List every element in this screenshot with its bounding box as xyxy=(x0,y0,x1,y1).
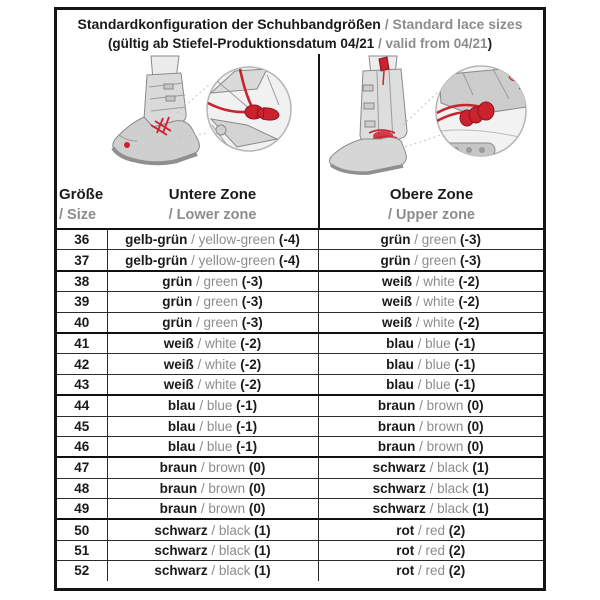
upper-lace-magnifier-circle xyxy=(436,66,527,157)
boot-icon xyxy=(330,56,407,173)
size-cell: 49 xyxy=(57,499,107,520)
size-cell: 45 xyxy=(57,416,107,436)
size-header-en: / Size xyxy=(59,207,97,223)
page-frame xyxy=(54,7,546,591)
table-row xyxy=(57,312,543,333)
upper-zone-cell: weiß / white (-2) xyxy=(318,312,543,333)
lower-zone-cell: schwarz / black (1) xyxy=(107,561,318,581)
magnifier-leader-lines xyxy=(403,91,441,147)
size-cell: 50 xyxy=(57,519,107,540)
lower-zone-cell: blau / blue (-1) xyxy=(107,395,318,416)
upper-zone-cell: grün / green (-3) xyxy=(318,229,543,250)
upper-zone-cell: braun / brown (0) xyxy=(318,416,543,436)
subtitle-en: valid from 04/21 xyxy=(385,36,488,51)
size-cell: 43 xyxy=(57,374,107,395)
upper-zone-cell: rot / red (2) xyxy=(318,519,543,540)
lower-zone-cell: gelb-grün / yellow-green (-4) xyxy=(107,229,318,250)
column-header-size xyxy=(59,185,107,225)
boot-lower-zone-illustration xyxy=(107,55,303,181)
size-cell: 40 xyxy=(57,312,107,333)
upper-zone-cell: weiß / white (-2) xyxy=(318,292,543,312)
lower-zone-cell: grün / green (-3) xyxy=(107,312,318,333)
upper-zone-cell: blau / blue (-1) xyxy=(318,374,543,395)
table-row xyxy=(57,457,543,478)
size-cell: 48 xyxy=(57,478,107,498)
table-row xyxy=(57,478,543,498)
lace-size-table xyxy=(57,228,543,581)
size-cell: 39 xyxy=(57,292,107,312)
table-row xyxy=(57,229,543,250)
lower-zone-cell: gelb-grün / yellow-green (-4) xyxy=(107,250,318,271)
lower-zone-cell: grün / green (-3) xyxy=(107,271,318,292)
lower-zone-cell: blau / blue (-1) xyxy=(107,416,318,436)
title-en: Standard lace sizes xyxy=(392,16,523,32)
size-cell: 41 xyxy=(57,333,107,354)
size-header-de: Größe xyxy=(59,186,104,203)
title-line-2 xyxy=(57,34,543,53)
title-de: Standardkonfiguration der Schuhbandgrößen xyxy=(77,16,381,32)
size-cell: 42 xyxy=(57,354,107,374)
table-row xyxy=(57,354,543,374)
table-row xyxy=(57,499,543,520)
table-row xyxy=(57,540,543,560)
subtitle-de: (gültig ab Stiefel-Produktionsdatum 04/21 xyxy=(107,36,375,51)
boot-icon xyxy=(113,56,200,163)
page-title xyxy=(57,10,543,54)
subtitle-close-paren: ) xyxy=(487,36,493,51)
upper-zone-cell: weiß / white (-2) xyxy=(318,271,543,292)
table-row xyxy=(57,374,543,395)
upper-zone-header-de: Obere Zone xyxy=(389,186,474,203)
table-row xyxy=(57,292,543,312)
upper-zone-cell: braun / brown (0) xyxy=(318,395,543,416)
upper-zone-cell: grün / green (-3) xyxy=(318,250,543,271)
table-row xyxy=(57,519,543,540)
lower-lace-magnifier-circle xyxy=(207,67,291,151)
figure-and-header-zone xyxy=(57,54,543,228)
lace-table-body xyxy=(57,229,543,581)
size-cell: 46 xyxy=(57,436,107,457)
size-cell: 51 xyxy=(57,540,107,560)
table-row xyxy=(57,271,543,292)
table-row xyxy=(57,416,543,436)
size-cell: 44 xyxy=(57,395,107,416)
lower-zone-cell: weiß / white (-2) xyxy=(107,333,318,354)
table-row xyxy=(57,561,543,581)
upper-zone-cell: schwarz / black (1) xyxy=(318,499,543,520)
column-header-upper-zone xyxy=(320,185,543,225)
size-cell: 36 xyxy=(57,229,107,250)
table-row xyxy=(57,395,543,416)
lower-zone-cell: braun / brown (0) xyxy=(107,457,318,478)
lower-zone-cell: blau / blue (-1) xyxy=(107,436,318,457)
upper-zone-cell: blau / blue (-1) xyxy=(318,354,543,374)
upper-zone-cell: braun / brown (0) xyxy=(318,436,543,457)
lower-zone-cell: weiß / white (-2) xyxy=(107,354,318,374)
lower-zone-header-de: Untere Zone xyxy=(168,186,257,203)
upper-zone-cell: schwarz / black (1) xyxy=(318,457,543,478)
lower-zone-cell: schwarz / black (1) xyxy=(107,540,318,560)
table-row xyxy=(57,333,543,354)
upper-zone-cell: schwarz / black (1) xyxy=(318,478,543,498)
table-row xyxy=(57,436,543,457)
lower-zone-cell: schwarz / black (1) xyxy=(107,519,318,540)
upper-zone-header-en: / Upper zone xyxy=(387,207,475,223)
table-row xyxy=(57,250,543,271)
size-cell: 47 xyxy=(57,457,107,478)
lower-zone-header-en: / Lower zone xyxy=(168,207,257,223)
size-cell: 37 xyxy=(57,250,107,271)
subtitle-separator: / xyxy=(374,36,386,51)
lower-zone-cell: braun / brown (0) xyxy=(107,499,318,520)
lower-zone-cell: weiß / white (-2) xyxy=(107,374,318,395)
column-header-lower-zone xyxy=(107,185,318,225)
upper-zone-cell: rot / red (2) xyxy=(318,561,543,581)
lower-zone-cell: braun / brown (0) xyxy=(107,478,318,498)
upper-zone-cell: blau / blue (-1) xyxy=(318,333,543,354)
upper-zone-cell: rot / red (2) xyxy=(318,540,543,560)
size-cell: 38 xyxy=(57,271,107,292)
title-line-1 xyxy=(57,15,543,34)
boot-upper-zone-illustration xyxy=(323,55,538,181)
lower-zone-cell: grün / green (-3) xyxy=(107,292,318,312)
size-cell: 52 xyxy=(57,561,107,581)
title-separator: / xyxy=(380,16,393,32)
